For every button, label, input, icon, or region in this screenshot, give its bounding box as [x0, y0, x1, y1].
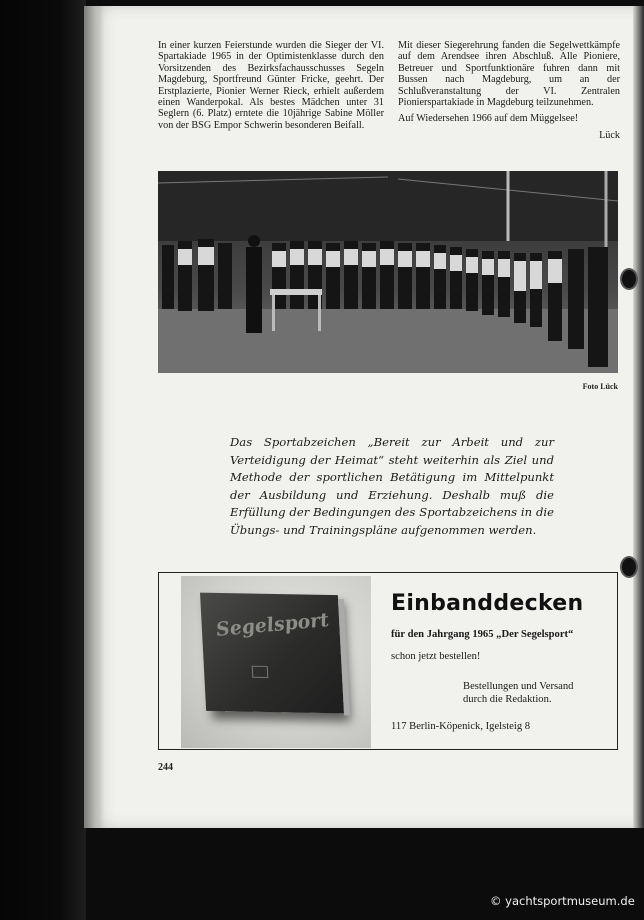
- page-gutter-edge: [84, 6, 104, 828]
- article-closing: Auf Wiedersehen 1966 auf dem Müggelsee!: [398, 113, 579, 125]
- page-right-edge: [633, 6, 644, 828]
- watermark: © yachtsportmuseum.de: [490, 894, 635, 908]
- book-page-edge: [338, 599, 350, 715]
- official-figure: [246, 235, 262, 333]
- book-cover-title: Segelsport: [214, 609, 331, 641]
- book-gutter-shadow: [0, 0, 86, 920]
- article-left-column: [158, 40, 384, 136]
- ad-title: Einbanddecken: [391, 591, 584, 616]
- award-ceremony-photo: [158, 171, 618, 373]
- photo-caption: Foto Lück: [582, 382, 618, 391]
- article-paragraph: In einer kurzen Feierstunde wurden die Sieger der VI. Spartakiade 1965 in der Optimistenklasse durch den Vorsitzenden des Bezirksfachausschusses Segeln Magdeburg, Sportfreund Günter Fricke, geehrt. Der Erstplazierte, Pionier Werner Rieck, erhielt außerdem einen Wanderpokal. Als bestes Mädchen unter 31 Seglern (6. Platz) erntete die 10jährige Sabine Möller von der BSG Empor Schwerin besonderen Beifall.: [158, 40, 384, 131]
- binder-hole-top: [620, 268, 638, 290]
- ad-subtitle: für den Jahrgang 1965 „Der Segelsport“: [391, 629, 574, 640]
- article-right-column: [398, 40, 620, 146]
- ad-orders-line-1: Bestellungen und Versand: [463, 681, 574, 692]
- ad-orders-line-2: durch die Redaktion.: [463, 694, 552, 705]
- binding-cover-book: [200, 593, 344, 714]
- book-cover-photo: [181, 576, 371, 748]
- ad-order-note: schon jetzt bestellen!: [391, 651, 481, 662]
- author-signature: Lück: [599, 129, 620, 141]
- page-number: 244: [158, 762, 173, 773]
- binding-cover-advertisement: [158, 572, 618, 750]
- sportabzeichen-statement: Das Sportabzeichen „Bereit zur Arbeit und zur Verteidigung der Heimat“ steht weiterhin als Ziel und Methode der sportlichen Betätigung im Mittelpunkt der Ausbildung und Erziehung. Deshalb muß die Erfüllung der Bedingungen des Sportabzeichens in die Übungs- und Trainingspläne aufgenommen werden.: [230, 435, 554, 537]
- book-emblem-icon: [252, 666, 269, 678]
- ad-address: 117 Berlin-Köpenick, Igelsteig 8: [391, 721, 531, 732]
- article-paragraph: Mit dieser Siegerehrung fanden die Segelwettkämpfe auf dem Arendsee ihren Abschluß. Alle Pioniere, Betreuer und Sportfunktionäre fuhren dann mit Bussen nach Magdeburg, um an der Schlußveranstaltung der VI. Zentralen Pionierspartakiade in Magdeburg teilzunehmen.: [398, 40, 620, 109]
- photo-scene: [158, 171, 618, 373]
- binder-hole-bottom: [620, 556, 638, 578]
